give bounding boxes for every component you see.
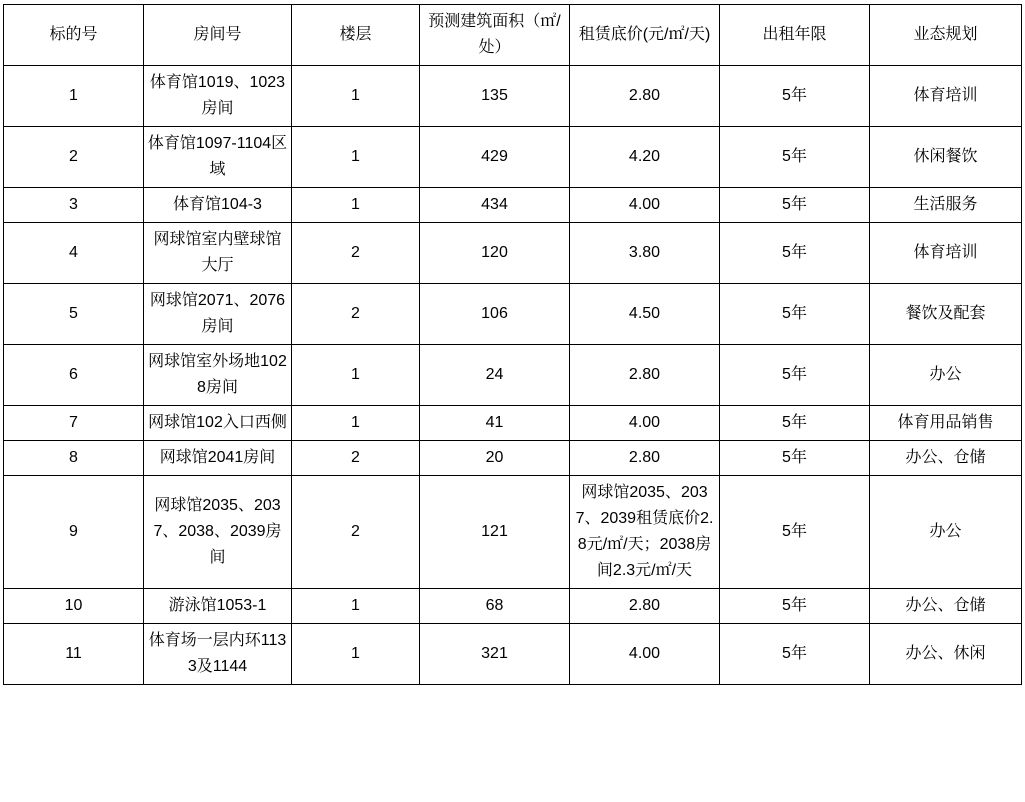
table-row [4,66,1022,127]
cell-floor: 2 [292,476,420,589]
cell-no: 2 [4,127,144,188]
table-row [4,345,1022,406]
cell-room: 体育场一层内环1133及1144 [144,624,292,685]
cell-plan: 体育培训 [870,66,1022,127]
cell-room: 体育馆1097-1104区域 [144,127,292,188]
cell-floor: 1 [292,624,420,685]
column-header-price: 租赁底价(元/㎡/天) [570,5,720,66]
cell-plan: 办公 [870,476,1022,589]
table-row [4,188,1022,223]
cell-room: 网球馆2041房间 [144,441,292,476]
cell-price: 4.00 [570,406,720,441]
cell-term: 5年 [720,188,870,223]
cell-price: 2.80 [570,345,720,406]
cell-plan: 办公、仓储 [870,441,1022,476]
column-header-floor: 楼层 [292,5,420,66]
table-header [4,5,1022,66]
table-body [4,66,1022,685]
cell-term: 5年 [720,406,870,441]
table-row [4,406,1022,441]
cell-area: 429 [420,127,570,188]
cell-floor: 1 [292,127,420,188]
cell-no: 4 [4,223,144,284]
cell-floor: 2 [292,223,420,284]
cell-floor: 2 [292,284,420,345]
cell-price: 4.20 [570,127,720,188]
table-row [4,441,1022,476]
column-header-term: 出租年限 [720,5,870,66]
cell-price: 3.80 [570,223,720,284]
cell-room: 体育馆104-3 [144,188,292,223]
cell-term: 5年 [720,223,870,284]
cell-term: 5年 [720,476,870,589]
cell-room: 游泳馆1053-1 [144,589,292,624]
cell-room: 网球馆2071、2076房间 [144,284,292,345]
cell-area: 434 [420,188,570,223]
cell-area: 321 [420,624,570,685]
cell-no: 7 [4,406,144,441]
cell-no: 3 [4,188,144,223]
table-row [4,223,1022,284]
cell-no: 8 [4,441,144,476]
table-row [4,284,1022,345]
cell-floor: 1 [292,345,420,406]
cell-term: 5年 [720,66,870,127]
cell-room: 网球馆室内壁球馆大厅 [144,223,292,284]
cell-no: 1 [4,66,144,127]
cell-term: 5年 [720,127,870,188]
cell-area: 135 [420,66,570,127]
cell-room: 网球馆102入口西侧 [144,406,292,441]
cell-floor: 2 [292,441,420,476]
cell-no: 10 [4,589,144,624]
cell-price: 4.00 [570,188,720,223]
cell-no: 5 [4,284,144,345]
table-row [4,589,1022,624]
cell-area: 20 [420,441,570,476]
cell-floor: 1 [292,589,420,624]
cell-term: 5年 [720,284,870,345]
cell-price: 2.80 [570,589,720,624]
cell-no: 6 [4,345,144,406]
cell-room: 网球馆室外场地1028房间 [144,345,292,406]
table-row [4,476,1022,589]
cell-price: 2.80 [570,66,720,127]
cell-floor: 1 [292,66,420,127]
cell-room: 体育馆1019、1023房间 [144,66,292,127]
cell-area: 121 [420,476,570,589]
cell-plan: 办公、仓储 [870,589,1022,624]
cell-price: 4.00 [570,624,720,685]
cell-plan: 休闲餐饮 [870,127,1022,188]
column-header-no: 标的号 [4,5,144,66]
cell-price: 4.50 [570,284,720,345]
cell-area: 68 [420,589,570,624]
cell-price: 网球馆2035、2037、2039租赁底价2.8元/㎡/天；2038房间2.3元/㎡/天 [570,476,720,589]
cell-room: 网球馆2035、2037、2038、2039房间 [144,476,292,589]
cell-plan: 餐饮及配套 [870,284,1022,345]
column-header-area: 预测建筑面积（㎡/处） [420,5,570,66]
cell-area: 106 [420,284,570,345]
table-header-row [4,5,1022,66]
table-row [4,624,1022,685]
cell-term: 5年 [720,589,870,624]
cell-plan: 体育用品销售 [870,406,1022,441]
cell-area: 24 [420,345,570,406]
cell-term: 5年 [720,441,870,476]
cell-no: 11 [4,624,144,685]
cell-plan: 办公、休闲 [870,624,1022,685]
table-row [4,127,1022,188]
cell-no: 9 [4,476,144,589]
cell-area: 41 [420,406,570,441]
cell-term: 5年 [720,624,870,685]
cell-price: 2.80 [570,441,720,476]
column-header-room: 房间号 [144,5,292,66]
cell-floor: 1 [292,406,420,441]
cell-floor: 1 [292,188,420,223]
cell-term: 5年 [720,345,870,406]
cell-plan: 办公 [870,345,1022,406]
cell-area: 120 [420,223,570,284]
column-header-plan: 业态规划 [870,5,1022,66]
cell-plan: 体育培训 [870,223,1022,284]
cell-plan: 生活服务 [870,188,1022,223]
lease-listing-table [3,4,1022,685]
